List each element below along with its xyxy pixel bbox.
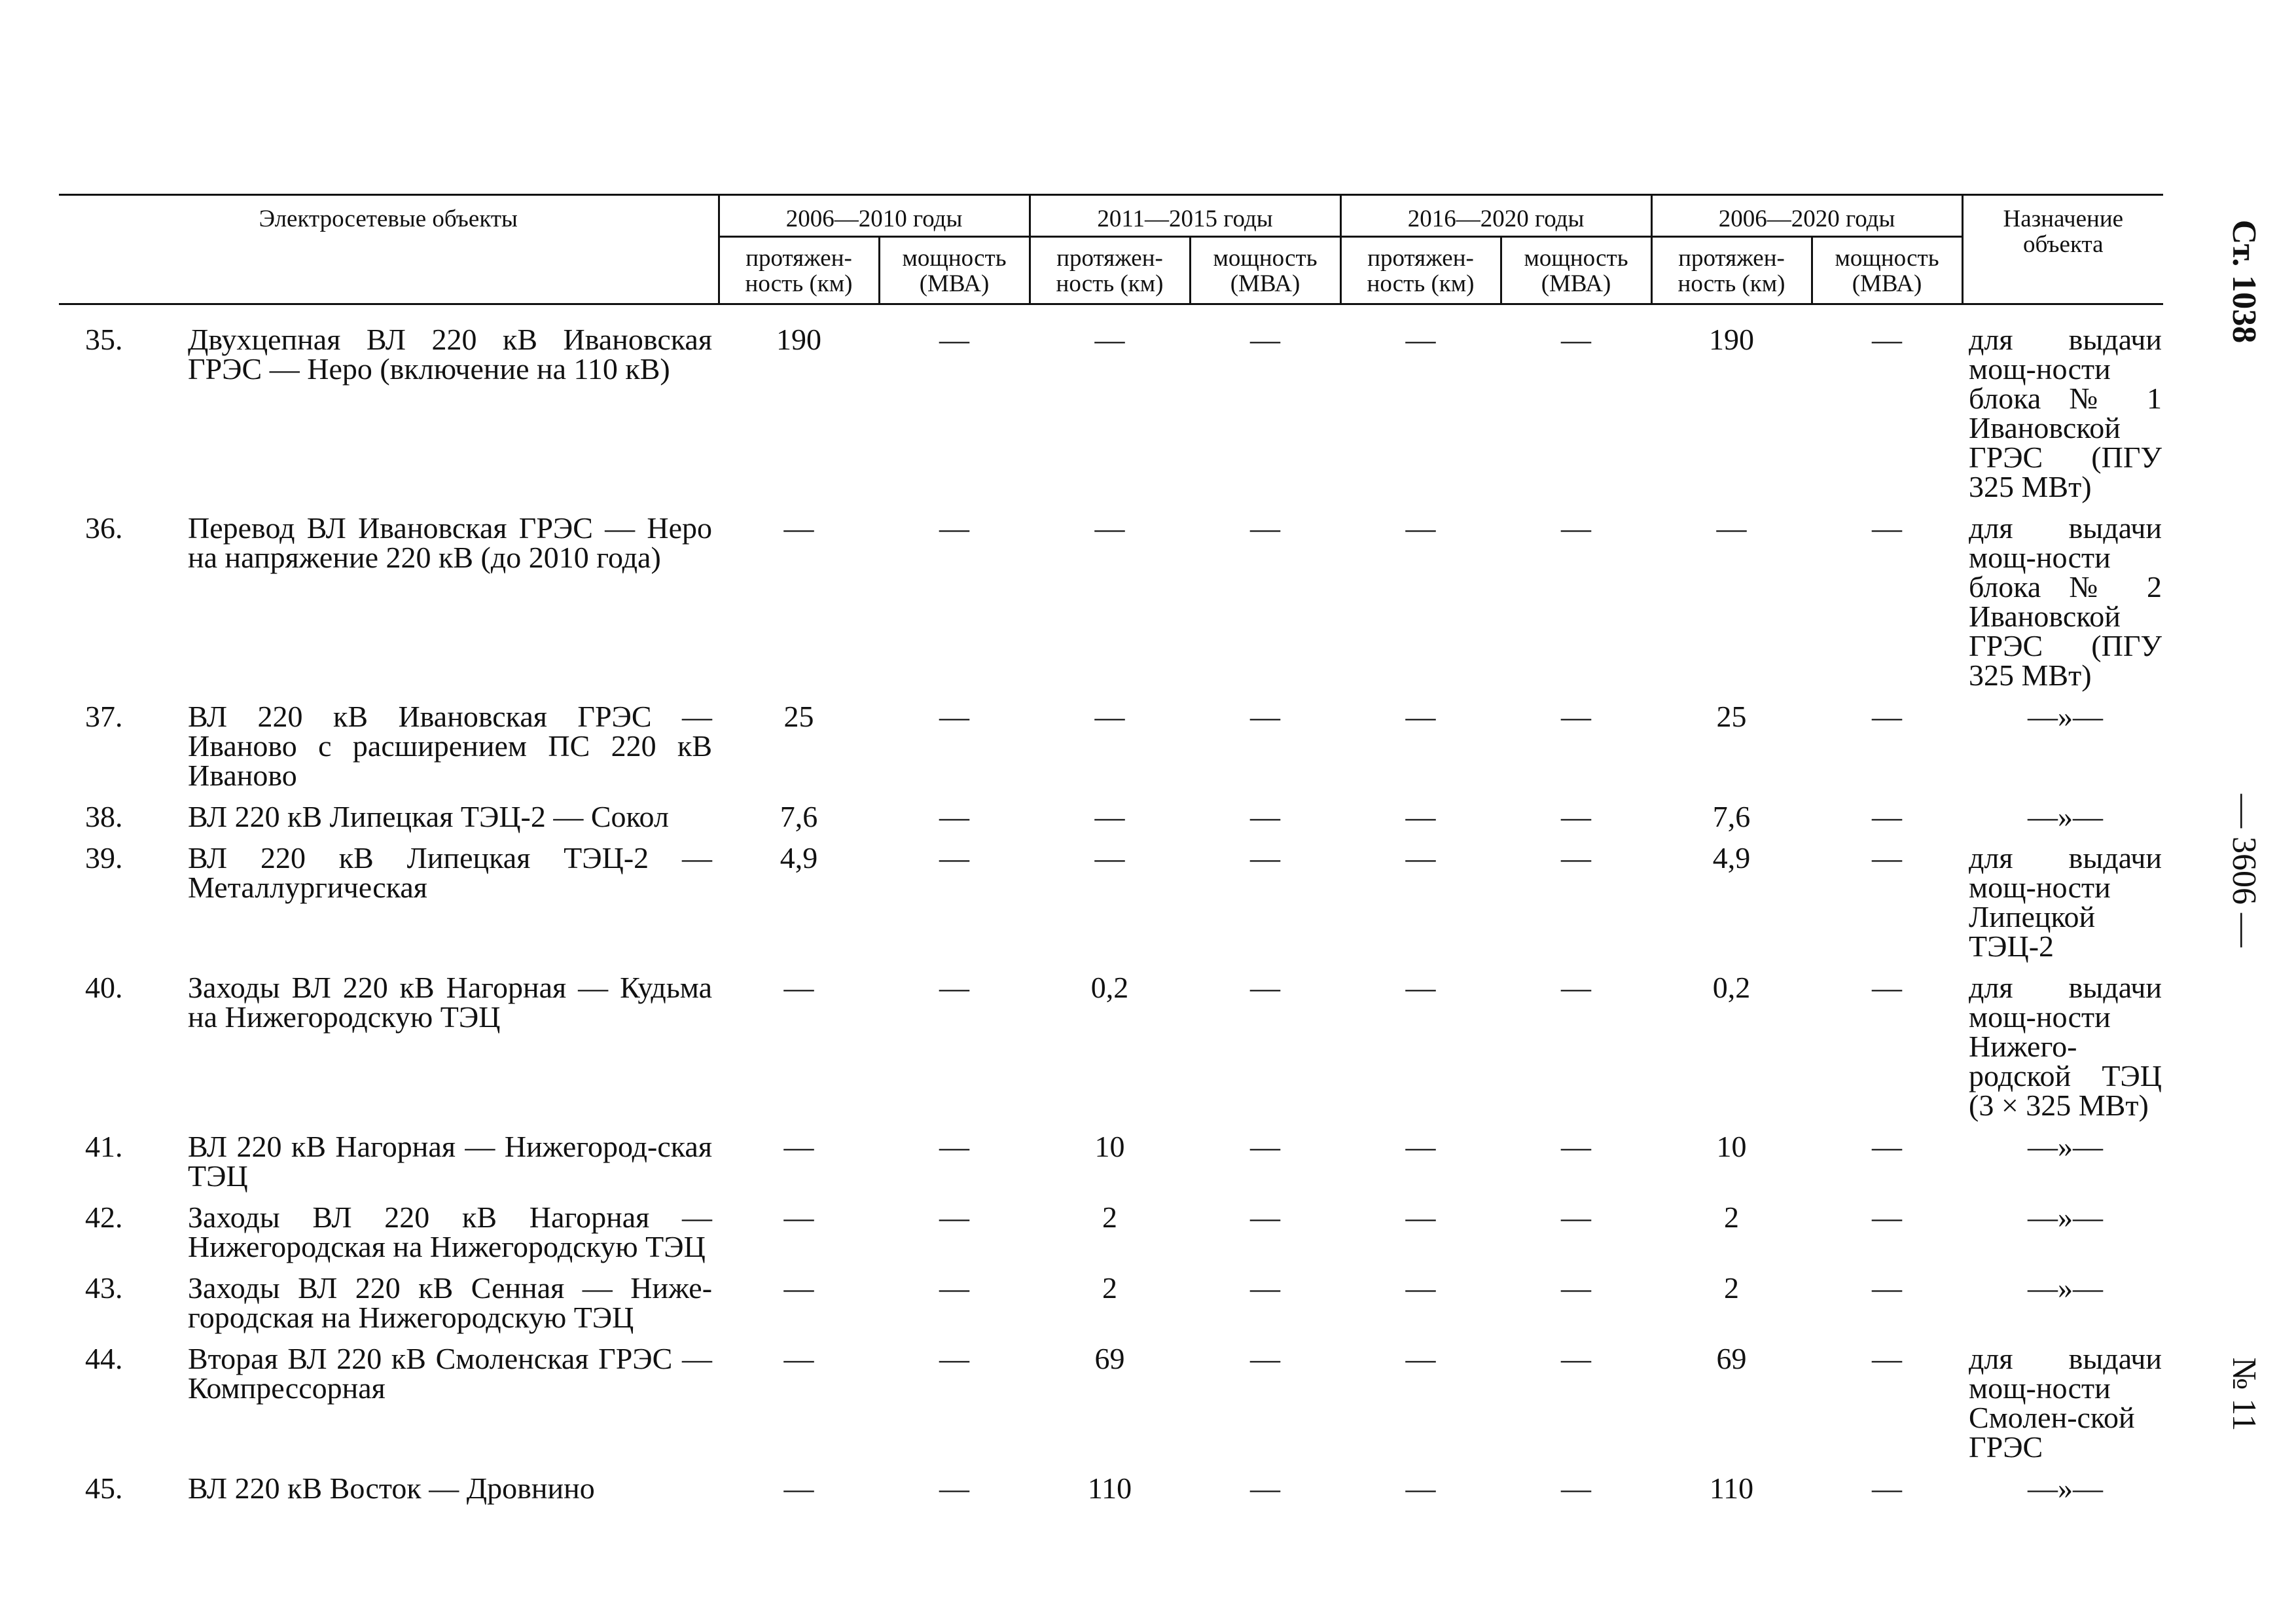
header-length: протяжен-ность (км) <box>1030 237 1190 304</box>
power-value: — <box>939 1471 970 1505</box>
header-length: протяжен-ность (км) <box>1340 237 1501 304</box>
length-value: — <box>783 1130 814 1163</box>
length-value: — <box>1716 511 1747 545</box>
power-value: — <box>1872 971 1903 1004</box>
length-value: 69 <box>1094 1342 1125 1375</box>
object-name: ВЛ 220 кВ Ивановская ГРЭС — Иваново с расширением ПС 220 кВ Иваново <box>188 700 713 792</box>
power-value: — <box>1561 971 1592 1004</box>
row-number: 36. <box>85 511 123 545</box>
object-purpose: для выдачи мощ-ности Смолен-ской ГРЭС <box>1969 1342 2162 1464</box>
power-value: — <box>939 1130 970 1163</box>
power-value: — <box>1250 700 1281 733</box>
object-name: ВЛ 220 кВ Нагорная — Нижегород-ская ТЭЦ <box>188 1130 713 1193</box>
power-value: — <box>1250 841 1281 875</box>
row-number: 35. <box>85 323 123 356</box>
header-objects: Электросетевые объекты <box>59 195 719 304</box>
object-name: Двухцепная ВЛ 220 кВ Ивановская ГРЭС — Неро (включение на 110 кВ) <box>188 323 713 386</box>
power-value: — <box>1561 1342 1592 1375</box>
power-value: — <box>1872 323 1903 356</box>
power-value: — <box>939 841 970 875</box>
object-purpose: для выдачи мощ-ности блока № 1 Ивановской ГРЭС (ПГУ 325 МВт) <box>1969 323 2162 503</box>
object-name: ВЛ 220 кВ Липецкая ТЭЦ-2 — Сокол <box>188 800 669 833</box>
length-value: 2 <box>1724 1200 1740 1234</box>
power-value: — <box>939 800 970 833</box>
object-name: ВЛ 220 кВ Липецкая ТЭЦ-2 — Металлургическая <box>188 841 713 904</box>
length-value: — <box>1405 511 1436 545</box>
length-value: 10 <box>1716 1130 1747 1163</box>
power-value: — <box>939 1271 970 1305</box>
row-number: 43. <box>85 1271 123 1305</box>
power-value: — <box>1561 1200 1592 1234</box>
power-value: — <box>939 511 970 545</box>
length-value: — <box>783 1200 814 1234</box>
power-value: — <box>1872 511 1903 545</box>
power-value: — <box>1561 841 1592 875</box>
table-row <box>59 1473 2163 1515</box>
length-value: — <box>1405 841 1436 875</box>
row-number: 40. <box>85 971 123 1004</box>
object-purpose: —»— <box>2028 1130 2104 1163</box>
table-body <box>59 304 2163 1515</box>
table-row <box>59 843 2163 973</box>
length-value: — <box>783 1471 814 1505</box>
length-value: 69 <box>1716 1342 1747 1375</box>
table-row <box>59 1273 2163 1344</box>
length-value: 0,2 <box>1090 971 1129 1004</box>
power-value: — <box>1872 1200 1903 1234</box>
object-name: Заходы ВЛ 220 кВ Нагорная — Нижегородская на Нижегородскую ТЭЦ <box>188 1200 713 1263</box>
header-period-1: 2006—2010 годы <box>719 195 1030 237</box>
length-value: — <box>1405 1130 1436 1163</box>
row-number: 44. <box>85 1342 123 1375</box>
object-name: Заходы ВЛ 220 кВ Сенная — Ниже-городская на Нижегородскую ТЭЦ <box>188 1271 713 1334</box>
length-value: — <box>1405 1271 1436 1305</box>
power-value: — <box>1872 1271 1903 1305</box>
issue-number: № 11 <box>2225 1357 2263 1432</box>
length-value: 190 <box>776 323 822 356</box>
power-value: — <box>1872 1471 1903 1505</box>
object-purpose: для выдачи мощ-ности Липецкой ТЭЦ-2 <box>1969 841 2162 963</box>
length-value: 110 <box>1087 1471 1132 1505</box>
header-power: мощность (МВА) <box>1190 237 1340 304</box>
power-value: — <box>1250 1471 1281 1505</box>
length-value: — <box>783 511 814 545</box>
power-value: — <box>1872 1130 1903 1163</box>
row-number: 38. <box>85 800 123 833</box>
power-value: — <box>1561 800 1592 833</box>
header-period-total: 2006—2020 годы <box>1651 195 1962 237</box>
object-purpose: для выдачи мощ-ности блока № 2 Ивановской ГРЭС (ПГУ 325 МВт) <box>1969 511 2162 692</box>
power-value: — <box>1561 700 1592 733</box>
table-row <box>59 513 2163 702</box>
table-row <box>59 973 2163 1132</box>
header-row-periods <box>59 195 2163 237</box>
object-purpose: —»— <box>2028 700 2104 733</box>
table-row <box>59 304 2163 514</box>
length-value: — <box>1094 323 1125 356</box>
length-value: 7,6 <box>1712 800 1751 833</box>
length-value: — <box>783 971 814 1004</box>
page-reference: Ст. 1038 <box>2225 219 2263 344</box>
length-value: 10 <box>1094 1130 1125 1163</box>
table-row <box>59 1202 2163 1273</box>
length-value: — <box>1405 800 1436 833</box>
object-purpose: для выдачи мощ-ности Нижего-родской ТЭЦ (3 × 325 МВт) <box>1969 971 2162 1122</box>
length-value: — <box>783 1342 814 1375</box>
length-value: — <box>1094 841 1125 875</box>
power-value: — <box>1561 1130 1592 1163</box>
header-power: мощность (МВА) <box>1812 237 1962 304</box>
power-value: — <box>1250 1271 1281 1305</box>
object-name: Заходы ВЛ 220 кВ Нагорная — Кудьма на Нижегородскую ТЭЦ <box>188 971 713 1034</box>
row-number: 37. <box>85 700 123 733</box>
power-value: — <box>1250 511 1281 545</box>
object-purpose: —»— <box>2028 1200 2104 1234</box>
power-value: — <box>1250 323 1281 356</box>
length-value: 2 <box>1724 1271 1740 1305</box>
power-value: — <box>1250 1200 1281 1234</box>
length-value: 7,6 <box>780 800 818 833</box>
power-value: — <box>1561 1471 1592 1505</box>
length-value: 2 <box>1102 1271 1118 1305</box>
header-power: мощность (МВА) <box>879 237 1030 304</box>
length-value: 2 <box>1102 1200 1118 1234</box>
length-value: 25 <box>783 700 814 733</box>
page-number: — 3606 — <box>2225 794 2263 947</box>
power-value: — <box>939 700 970 733</box>
table-row <box>59 802 2163 843</box>
length-value: — <box>1094 800 1125 833</box>
length-value: 110 <box>1709 1471 1754 1505</box>
power-value: — <box>1250 800 1281 833</box>
power-value: — <box>1561 511 1592 545</box>
table-row <box>59 1132 2163 1202</box>
table-row <box>59 702 2163 802</box>
power-value: — <box>939 1342 970 1375</box>
power-value: — <box>939 323 970 356</box>
object-name: ВЛ 220 кВ Восток — Дровнино <box>188 1471 595 1505</box>
power-value: — <box>1561 323 1592 356</box>
power-value: — <box>1250 1342 1281 1375</box>
object-purpose: —»— <box>2028 800 2104 833</box>
length-value: — <box>1405 323 1436 356</box>
header-power: мощность (МВА) <box>1501 237 1651 304</box>
header-period-2: 2011—2015 годы <box>1030 195 1340 237</box>
power-value: — <box>1250 971 1281 1004</box>
length-value: 25 <box>1716 700 1747 733</box>
power-value: — <box>1250 1130 1281 1163</box>
length-value: — <box>1405 1471 1436 1505</box>
table-row <box>59 1344 2163 1473</box>
row-number: 39. <box>85 841 123 875</box>
header-length: протяжен-ность (км) <box>719 237 879 304</box>
power-value: — <box>1872 1342 1903 1375</box>
power-value: — <box>1872 841 1903 875</box>
length-value: 4,9 <box>780 841 818 875</box>
power-value: — <box>1561 1271 1592 1305</box>
power-value: — <box>1872 700 1903 733</box>
investment-table <box>59 194 2163 1515</box>
row-number: 41. <box>85 1130 123 1163</box>
header-period-3: 2016—2020 годы <box>1340 195 1651 237</box>
power-value: — <box>939 1200 970 1234</box>
length-value: — <box>1094 700 1125 733</box>
length-value: — <box>1405 700 1436 733</box>
object-purpose: —»— <box>2028 1471 2104 1505</box>
row-number: 45. <box>85 1471 123 1505</box>
object-purpose: —»— <box>2028 1271 2104 1305</box>
length-value: — <box>1405 1200 1436 1234</box>
length-value: — <box>783 1271 814 1305</box>
object-name: Вторая ВЛ 220 кВ Смоленская ГРЭС — Компрессорная <box>188 1342 713 1405</box>
header-length: протяжен-ность (км) <box>1651 237 1812 304</box>
length-value: 190 <box>1709 323 1755 356</box>
header-purpose: Назначение объекта <box>1962 195 2163 304</box>
power-value: — <box>939 971 970 1004</box>
length-value: 4,9 <box>1712 841 1751 875</box>
length-value: — <box>1405 971 1436 1004</box>
length-value: 0,2 <box>1712 971 1751 1004</box>
length-value: — <box>1405 1342 1436 1375</box>
row-number: 42. <box>85 1200 123 1234</box>
object-name: Перевод ВЛ Ивановская ГРЭС — Неро на напряжение 220 кВ (до 2010 года) <box>188 511 713 574</box>
power-value: — <box>1872 800 1903 833</box>
length-value: — <box>1094 511 1125 545</box>
